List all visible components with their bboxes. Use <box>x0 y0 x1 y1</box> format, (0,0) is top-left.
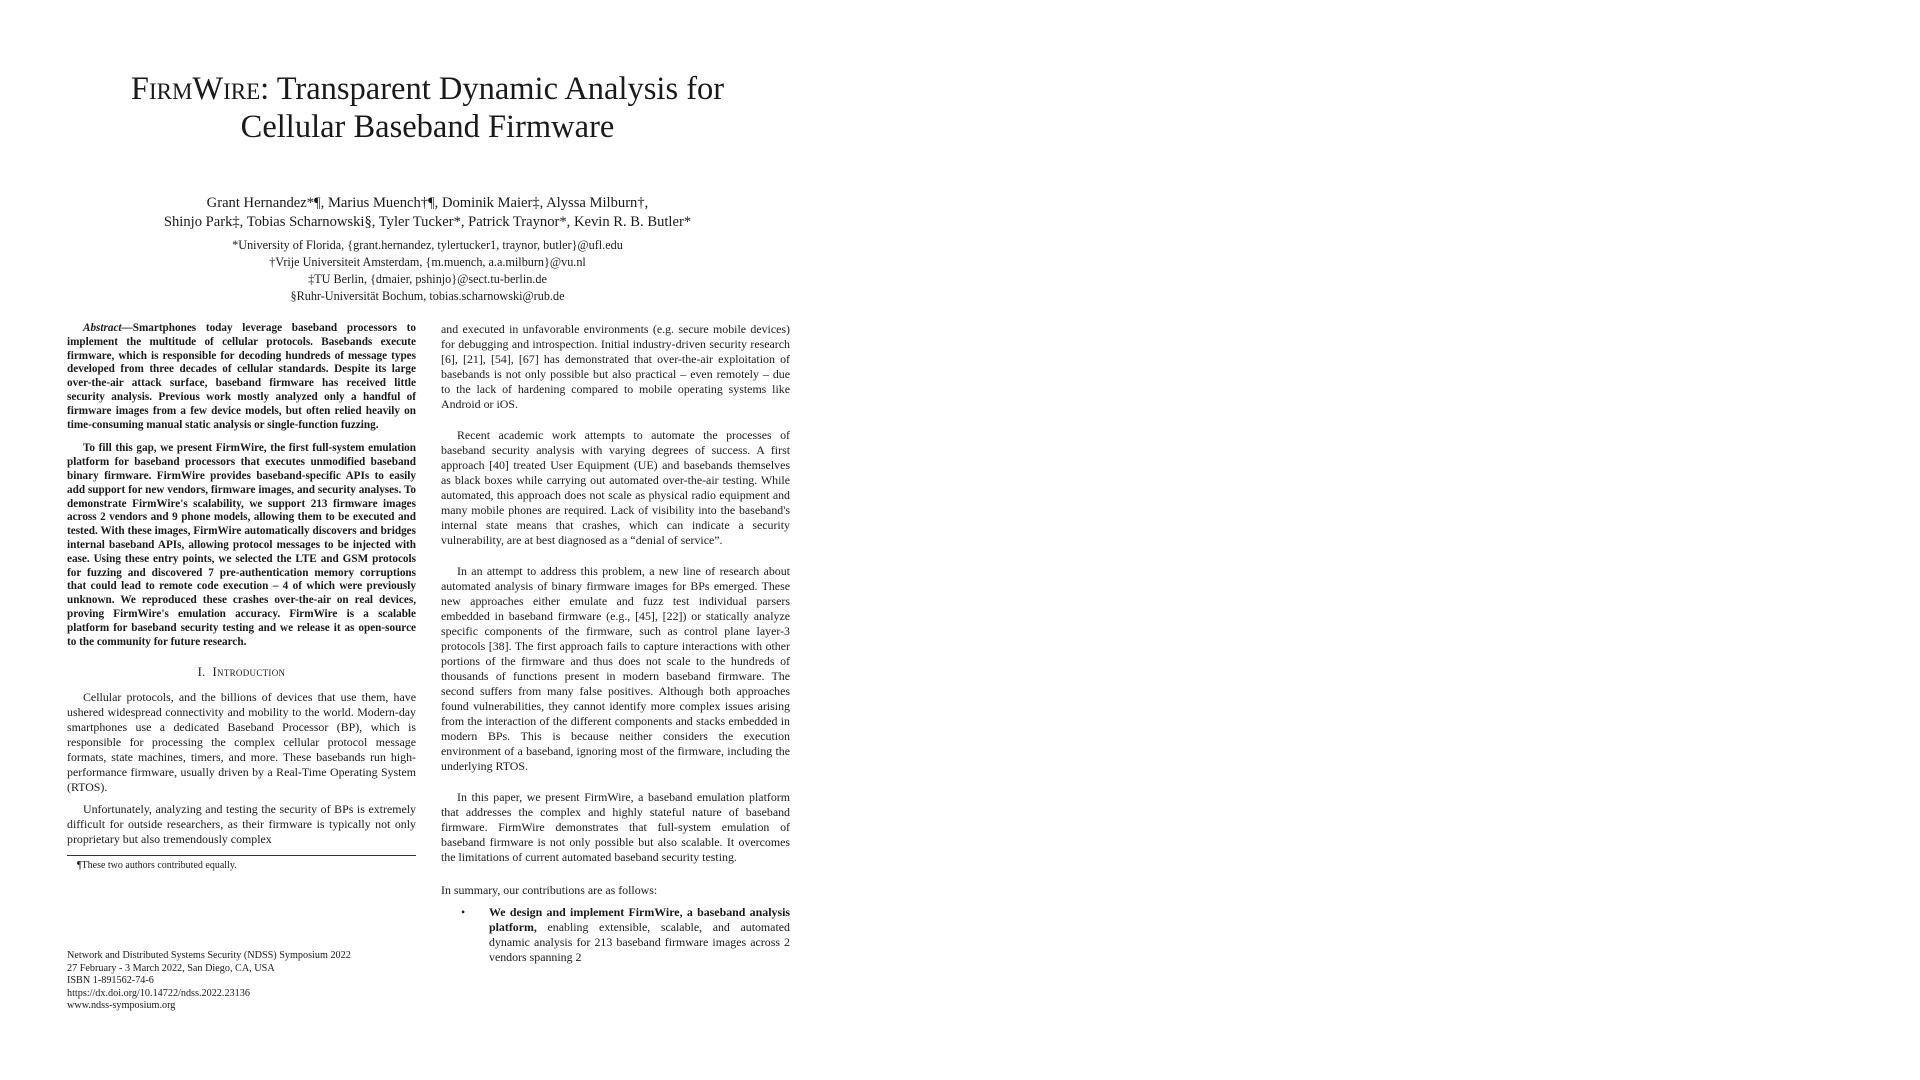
affiliations <box>95 237 760 305</box>
bullet-icon: • <box>461 905 466 919</box>
abstract-paragraph-1 <box>67 322 416 432</box>
contribution-item-1 <box>461 905 790 965</box>
authors-line-2: Shinjo Park‡, Tobias Scharnowski§, Tyler Tucker*, Patrick Traynor*, Kevin R. B. Butler* <box>163 214 692 230</box>
authors-line-1: Grant Hernandez*¶, Marius Muench†¶, Dominik Maier‡, Alyssa Milburn†, <box>206 195 649 211</box>
conference-line-3: ISBN 1-891562-74-6 <box>67 975 154 987</box>
affiliation-4: §Ruhr-Universität Bochum, tobias.scharnowski@rub.de <box>290 289 565 303</box>
footnote-rule <box>67 855 416 856</box>
summary-sentence: In summary, our contributions are as follows: <box>441 883 658 897</box>
abstract-label: Abstract <box>83 322 122 334</box>
abstract-paragraph-2: To fill this gap, we present FirmWire, the first full-system emulation platform for baseband processors that executes unmodified baseband binary firmware. FirmWire provides baseband-specific APIs to easily add support for new vendors, firmware images, and security analyses. To demonstrate FirmWire's scalability, we support 213 firmware images across 2 vendors and 9 phone models, allowing them to be executed and tested. With these images, FirmWire automatically discovers and bridges internal baseband APIs, allowing protocol messages to be injected with ease. Using these entry points, we selected the LTE and GSM protocols for fuzzing and discovered 7 pre-authentication memory corruptions that could lead to remote code execution – 4 of which were previously unknown. We reproduced these crashes over-the-air on real devices, proving FirmWire's emulation accuracy. FirmWire is a scalable platform for baseband security testing and we release it as open-source to the community for future research. <box>67 442 416 648</box>
conference-line-2: 27 February - 3 March 2022, San Diego, CA, USA <box>67 962 275 974</box>
affiliation-3: ‡TU Berlin, {dmaier, pshinjo}@sect.tu-berlin.de <box>308 272 547 286</box>
section-heading-introduction <box>67 665 416 680</box>
section-title: Introduction <box>212 665 286 680</box>
affiliation-2: †Vrije Universiteit Amsterdam, {m.muench, a.a.milburn}@vu.nl <box>269 255 586 269</box>
affiliation-1: *University of Florida, {grant.hernandez, tylertucker1, traynor, butler}@ufl.edu <box>232 238 623 252</box>
conference-info <box>67 950 416 1013</box>
right-paragraph-3: In an attempt to address this problem, a new line of research about automated analysis of binary firmware images for BPs emerged. These new approaches either emulate and fuzz test individual parsers embedded in baseband firmware (e.g., [45], [22]) or statically analyze specific components of the firmware, such as control plane layer-3 protocols [38]. The first approach fails to capture interactions with other portions of the firmware and thus does not scale to the hundreds of thousands of functions present in modern baseband firmware. The second suffers from many false positives. Although both approaches found vulnerabilities, they cannot identify more complex issues arising from the interaction of the different components and stacks embedded in modern BPs. This is because neither considers the execution environment of a baseband, ignoring most of the firmware, including the underlying RTOS. <box>441 564 790 773</box>
doi-link[interactable]: https://dx.doi.org/10.14722/ndss.2022.23136 <box>67 987 250 999</box>
title-line1: : Transparent Dynamic Analysis for <box>260 71 725 107</box>
left-column <box>67 322 416 872</box>
intro-paragraph-1: Cellular protocols, and the billions of devices that use them, have ushered widespread connectivity and mobility to the world. Modern-day smartphones use a dedicated Baseband Processor (BP), which is responsible for processing the complex cellular protocol message formats, state machines, timers, and more. These basebands run high-performance firmware, usually driven by a Real-Time Operating System (RTOS). <box>67 690 416 795</box>
conference-line-1: Network and Distributed Systems Security (NDSS) Symposium 2022 <box>67 950 351 961</box>
contribution-1-text: enabling extensible, scalable, and automated dynamic analysis for 213 baseband firmware images across 2 vendors spanning 2 <box>489 920 790 964</box>
title-line2: Cellular Baseband Firmware <box>240 109 615 145</box>
right-paragraph-1: and executed in unfavorable environments (e.g. secure mobile devices) for debugging and introspection. Initial industry-driven security research [6], [21], [54], [67] has demonstrated that over-the-air exploitation of basebands is not only possible but also practical – even remotely – due to the lack of hardening compared to mobile operating systems like Android or iOS. <box>441 322 790 411</box>
paper-title <box>95 70 760 146</box>
intro-paragraph-2: Unfortunately, analyzing and testing the security of BPs is extremely difficult for outside researchers, as their firmware is typically not only proprietary but also tremendously complex <box>67 802 416 847</box>
website-link[interactable]: www.ndss-symposium.org <box>67 1000 176 1012</box>
right-paragraph-4: In this paper, we present FirmWire, a baseband emulation platform that addresses the complex and highly stateful nature of baseband firmware. FirmWire demonstrates that full-system emulation of baseband firmware is not only possible but also scalable. It overcomes the limitations of current automated baseband security testing. <box>441 790 790 864</box>
right-column <box>441 322 790 965</box>
footnote: ¶These two authors contributed equally. <box>77 860 237 872</box>
author-list <box>95 194 760 232</box>
abstract <box>67 322 416 649</box>
contributions-list <box>441 905 790 965</box>
right-paragraph-2: Recent academic work attempts to automate the processes of baseband security analysis with varying degrees of success. A first approach [40] treated User Equipment (UE) and basebands themselves as black boxes while carrying out automated over-the-air testing. While automated, this approach does not scale as physical radio equipment and many mobile phones are required. Lack of visibility into the baseband's internal state means that crashes, which can indicate a security vulnerability, are at best diagnosed as a “denial of service”. <box>441 428 790 547</box>
abstract-text-1: —Smartphones today leverage baseband processors to implement the multitude of cellular protocols. Basebands execute firmware, which is responsible for decoding hundreds of message types developed from three decades of cellular standards. Despite its large over-the-air attack surface, baseband firmware has received little security analysis. Previous work mostly analyzed only a handful of firmware images from a few device models, but often relied heavily on time-consuming manual static analysis or single-function fuzzing. <box>67 322 416 431</box>
section-number: I. <box>197 665 206 680</box>
contribution-1-bold: We design and implement FirmWire, a baseband analysis platform, <box>489 905 790 934</box>
title-firmwire: FirmWire <box>130 71 261 107</box>
